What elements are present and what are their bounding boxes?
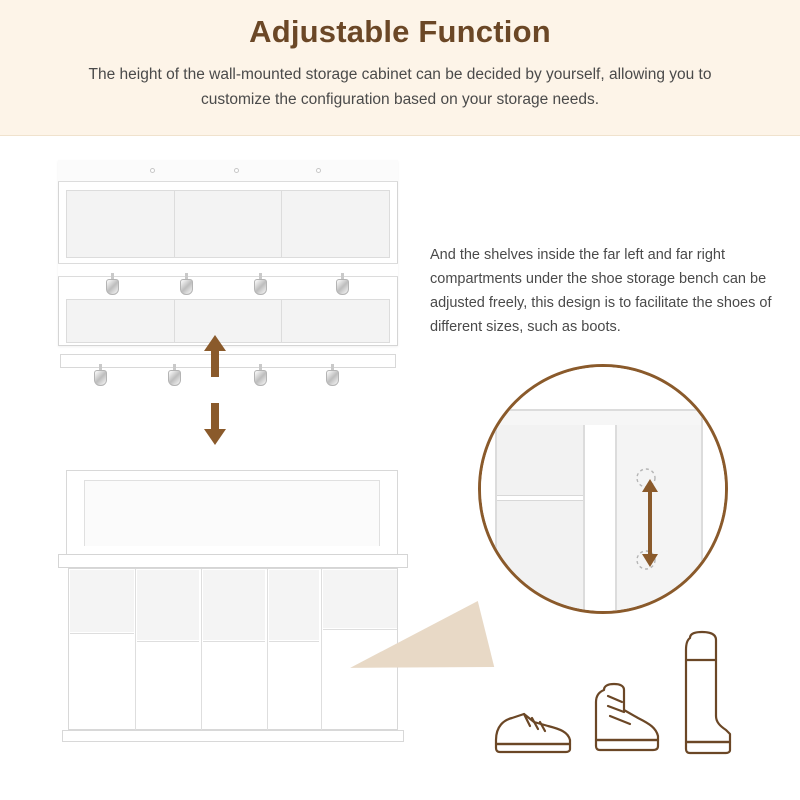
detail-right-wall xyxy=(701,407,728,614)
shoe-icon-row xyxy=(490,630,740,770)
bench-figure xyxy=(58,470,408,760)
adjust-arrows-icon xyxy=(195,335,235,445)
bench-cubby xyxy=(203,570,265,640)
detail-left-wall xyxy=(478,425,497,614)
cubby xyxy=(67,300,175,342)
tall-boot-icon xyxy=(676,630,738,756)
cubby xyxy=(67,191,175,257)
detail-left-shelf xyxy=(497,495,583,501)
coat-hook-icon xyxy=(106,273,119,295)
bench-base-plinth xyxy=(62,730,404,742)
bench-divider-vertical xyxy=(135,569,136,731)
cubby xyxy=(175,191,283,257)
screw-hole-icon xyxy=(316,168,321,173)
detail-seat-edge xyxy=(478,411,728,425)
detail-center-divider xyxy=(583,425,617,614)
coat-hook-icon xyxy=(254,364,267,386)
bench-cubby xyxy=(323,570,397,628)
detail-right-cubby xyxy=(617,425,701,614)
header-subtitle: The height of the wall-mounted storage cabinet can be decided by yourself, allowing you to customize the configuration based on your storage needs. xyxy=(88,66,712,108)
bench-cubby xyxy=(137,570,199,640)
bench-backrest-inner xyxy=(84,480,380,546)
cubby-row-top xyxy=(66,190,390,258)
sneaker-icon xyxy=(490,696,576,756)
detail-top-panel xyxy=(478,364,728,411)
wall-cabinet-top-cap xyxy=(58,160,398,182)
coat-hook-icon xyxy=(94,364,107,386)
bench-shelf xyxy=(70,633,134,634)
coat-hook-icon xyxy=(326,364,339,386)
bench-cubby xyxy=(70,570,134,632)
header-band xyxy=(0,0,800,136)
zoom-detail-circle xyxy=(478,364,728,614)
bench-divider-vertical xyxy=(267,569,268,731)
bench-shelf xyxy=(269,641,319,642)
detail-adjust-arrow-icon xyxy=(641,479,659,567)
coat-hook-icon xyxy=(168,364,181,386)
coat-hook-icon xyxy=(180,273,193,295)
page-title: Adjustable Function xyxy=(249,14,551,49)
screw-hole-icon xyxy=(234,168,239,173)
bench-divider-vertical xyxy=(321,569,322,731)
bench-shelf xyxy=(137,641,199,642)
bench-divider-vertical xyxy=(201,569,202,731)
cubby xyxy=(282,300,389,342)
screw-hole-icon xyxy=(150,168,155,173)
coat-hook-icon xyxy=(336,273,349,295)
bench-shelf xyxy=(203,641,265,642)
coat-hook-icon xyxy=(254,273,267,295)
callout-text: And the shelves inside the far left and far right compartments under the shoe storage bench can be adjusted freely, this design is to facilitate the shoes of different sizes, such as boots. xyxy=(430,247,772,335)
cubby xyxy=(282,191,389,257)
boot-icon xyxy=(586,680,666,756)
bench-cubby xyxy=(269,570,319,640)
bench-seat-top xyxy=(58,554,408,568)
detail-left-cubby xyxy=(497,425,583,614)
